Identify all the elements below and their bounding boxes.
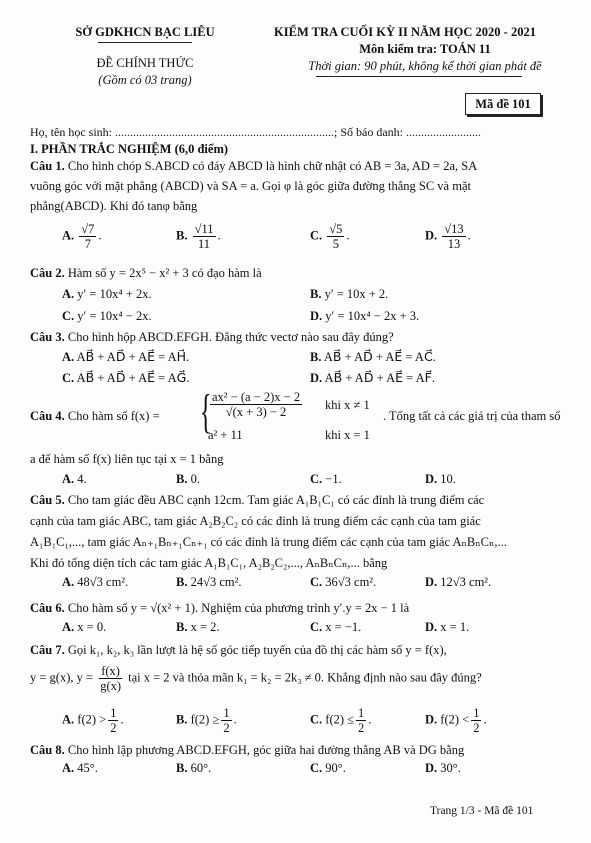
q6-option-c[interactable] — [310, 617, 361, 637]
q1-option-d[interactable]: D. $\frac{√13}{13}$ . — [425, 222, 471, 251]
q1-line2: vuông góc với mặt phẳng (ABCD) và SA = a. Gọi φ là góc giữa đường thẳng SC và mặt — [30, 179, 471, 193]
option-text: x = 1. — [440, 620, 470, 634]
header-left-underline — [98, 42, 192, 43]
fraction — [221, 706, 231, 735]
numerator: f(x) — [101, 664, 120, 678]
option-key: B. — [176, 620, 188, 634]
option-key: C. — [310, 472, 323, 486]
option-text: y′ = 10x⁴ − 2x + 3. — [325, 309, 420, 323]
q2-option-c[interactable] — [62, 306, 152, 326]
q7-line2 — [30, 664, 482, 693]
q5-line4: Khi đó tổng diện tích các tam giác A₁B₁C₁, A₂B₂C₂,..., AₙBₙCₙ,... bằng — [30, 556, 388, 570]
option-text: 48√3 cm². — [77, 575, 129, 589]
q1-option-c[interactable]: C. $\frac{√5}{5}$ . — [310, 222, 350, 251]
official-label: ĐỀ CHÍNH THỨC — [96, 56, 194, 70]
option-text: f(2) < — [440, 712, 470, 727]
q3-option-c[interactable] — [62, 368, 189, 388]
option-text: f(2) ≤ — [325, 712, 355, 727]
option-text: 10. — [440, 472, 456, 486]
q2-option-d[interactable] — [310, 306, 419, 326]
q7-option-d[interactable]: D. f(2) < $\frac{1}{2}$ . — [425, 706, 487, 735]
q2-text: Hàm số y = 2x⁵ − x² + 3 có đạo hàm là — [67, 266, 262, 280]
question-2 — [30, 263, 570, 283]
time-limit: Thời gian: 90 phút, không kể thời gian phát đề — [308, 59, 542, 73]
option-key: A. — [62, 712, 75, 727]
q7-line2b: tại x = 2 và thỏa mãn k₁ = k₂ = 2k₃ ≠ 0. Khẳng định nào sau đây đúng? — [128, 670, 482, 685]
q4-line2: a để hàm số f(x) liên tục tại x = 1 bằng — [30, 452, 224, 466]
q4-option-b[interactable] — [176, 469, 200, 489]
option-text: f(2) > — [77, 712, 107, 727]
piecewise-brace: { — [200, 385, 212, 438]
numerator: 1 — [473, 706, 480, 720]
fraction — [79, 222, 96, 251]
q8-option-d[interactable] — [425, 758, 461, 778]
q7-line2a: y = g(x), y = — [30, 670, 94, 685]
q8-label: Câu 8. — [30, 743, 65, 757]
exam-title: KIỂM TRA CUỐI KỲ II NĂM HỌC 2020 - 2021 — [274, 25, 536, 39]
fraction — [327, 222, 344, 251]
denominator: 13 — [447, 237, 461, 251]
department-name: SỞ GDKHCN BẠC LIÊU — [75, 25, 215, 39]
fraction — [108, 706, 118, 735]
fraction — [356, 706, 366, 735]
option-key: B. — [176, 712, 188, 727]
q5-line1: Cho tam giác đều ABC cạnh 12cm. Tam giác A₁B₁C₁ có các đỉnh là trung điểm các — [67, 493, 485, 507]
option-key: B. — [310, 287, 322, 301]
option-key: C. — [62, 309, 75, 323]
q4-case-1-cond: khi x ≠ 1 — [325, 398, 370, 412]
option-key: B. — [310, 350, 322, 364]
option-key: A. — [62, 472, 75, 486]
q5-option-d[interactable] — [425, 572, 491, 592]
q7-option-c[interactable]: C. f(2) ≤ $\frac{1}{2}$ . — [310, 706, 372, 735]
exam-code-box: Mã đề 101 — [465, 93, 541, 115]
q7-option-b[interactable]: B. f(2) ≥ $\frac{1}{2}$ . — [176, 706, 237, 735]
option-key: D. — [425, 575, 438, 589]
option-key: C. — [310, 712, 323, 727]
option-text: x = 0. — [77, 620, 107, 634]
option-text: x = 2. — [190, 620, 220, 634]
q6-label: Câu 6. — [30, 601, 65, 615]
option-text: AB⃗ + AD⃗ + AE⃗ = AC⃗. — [323, 350, 436, 364]
option-text: AB⃗ + AD⃗ + AE⃗ = AH⃗. — [76, 350, 190, 364]
q5-option-a[interactable] — [62, 572, 128, 592]
denominator: 2 — [223, 721, 230, 735]
q6-option-d[interactable] — [425, 617, 469, 637]
section-title: I. PHẦN TRẮC NGHIỆM (6,0 điểm) — [30, 142, 229, 156]
denominator: g(x) — [100, 679, 122, 693]
q2-option-a[interactable] — [62, 284, 152, 304]
denominator: 2 — [358, 721, 365, 735]
q1-line3: phẳng(ABCD). Khi đó tanφ bằng — [30, 199, 198, 213]
question-3 — [30, 327, 570, 347]
option-key: C. — [310, 761, 323, 775]
denominator: √(x + 3) − 2 — [225, 405, 287, 419]
option-text: y′ = 10x⁴ + 2x. — [77, 287, 152, 301]
q3-option-d[interactable] — [310, 368, 435, 388]
numerator: √5 — [329, 222, 343, 236]
numerator: √7 — [81, 222, 95, 236]
question-6 — [30, 598, 570, 618]
q5-option-b[interactable] — [176, 572, 241, 592]
question-1 — [30, 156, 570, 216]
numerator: 1 — [223, 706, 230, 720]
student-info-line: Họ, tên học sinh: .........................................................................; Số báo danh: ......................... — [30, 125, 481, 139]
q1-label: Câu 1. — [30, 159, 65, 173]
option-text: 12√3 cm². — [440, 575, 492, 589]
option-text: 60°. — [190, 761, 212, 775]
denominator: 2 — [110, 721, 117, 735]
option-key: A. — [62, 620, 75, 634]
option-key: A. — [62, 287, 75, 301]
option-text: 0. — [190, 472, 200, 486]
q6-option-b[interactable] — [176, 617, 220, 637]
option-text: 4. — [77, 472, 87, 486]
q4-case-2-cond: khi x = 1 — [325, 428, 370, 442]
header-right-underline — [316, 76, 522, 77]
q3-option-a[interactable] — [62, 347, 189, 367]
q4-option-c[interactable] — [310, 469, 342, 489]
q4-option-d[interactable] — [425, 469, 456, 489]
option-key: D. — [425, 761, 438, 775]
option-key: C. — [310, 575, 323, 589]
option-key: C. — [62, 371, 75, 385]
q4-case-2: a² + 11 — [208, 428, 243, 442]
q5-line3: A₁B₁C₁,..., tam giác Aₙ₊₁Bₙ₊₁Cₙ₊₁ có các đỉnh là trung điểm các cạnh của tam giác AₙBₙCₙ,... — [30, 535, 507, 549]
q2-label: Câu 2. — [30, 266, 65, 280]
q5-line2: cạnh của tam giác ABC, tam giác A₂B₂C₂ có các đỉnh là trung điểm các cạnh của tam giác — [30, 514, 481, 528]
option-text: y′ = 10x + 2. — [324, 287, 389, 301]
q1-line1: Cho hình chóp S.ABCD có đáy ABCD là hình chữ nhật có AB = 3a, AD = 2a, SA — [67, 159, 478, 173]
denominator: 5 — [332, 237, 339, 251]
option-text: AB⃗ + AD⃗ + AE⃗ = AG⃗. — [76, 371, 190, 385]
numerator: 1 — [358, 706, 365, 720]
q8-option-b[interactable] — [176, 758, 211, 778]
q3-label: Câu 3. — [30, 330, 65, 344]
numerator: √13 — [444, 222, 464, 236]
q3-option-b[interactable] — [310, 347, 436, 367]
pages-note: (Gồm có 03 trang) — [98, 73, 192, 87]
option-key: A. — [62, 761, 75, 775]
q5-option-c[interactable] — [310, 572, 376, 592]
denominator: 7 — [84, 237, 91, 251]
q1-option-a[interactable]: A. $\frac{√7}{7}$ . — [62, 222, 102, 251]
q4-case-1 — [208, 390, 304, 419]
option-key: C. — [310, 228, 323, 243]
q1-option-b[interactable]: B. $\frac{√11}{11}$ . — [176, 222, 221, 251]
option-key: D. — [425, 712, 438, 727]
numerator: ax² − (a − 2)x − 2 — [212, 390, 301, 404]
option-text: 24√3 cm². — [190, 575, 242, 589]
q8-option-c[interactable] — [310, 758, 346, 778]
option-text: AB⃗ + AD⃗ + AE⃗ = AF⃗. — [324, 371, 435, 385]
q7-line1 — [30, 640, 447, 660]
q7-label: Câu 7. — [30, 643, 65, 657]
option-key: B. — [176, 228, 188, 243]
q7-option-a[interactable]: A. f(2) > $\frac{1}{2}$ . — [62, 706, 124, 735]
header-left — [60, 24, 230, 89]
fraction — [98, 664, 123, 693]
option-key: B. — [176, 472, 188, 486]
fraction — [193, 222, 216, 251]
option-text: y′ = 10x⁴ − 2x. — [77, 309, 152, 323]
option-text: −1. — [325, 472, 342, 486]
option-key: D. — [310, 371, 323, 385]
denominator: 11 — [198, 237, 211, 251]
q5-label: Câu 5. — [30, 493, 65, 507]
option-key: B. — [176, 761, 188, 775]
option-key: A. — [62, 575, 75, 589]
subject: Môn kiểm tra: TOÁN 11 — [359, 42, 491, 56]
q4-option-a[interactable] — [62, 469, 87, 489]
option-key: D. — [310, 309, 323, 323]
option-text: f(2) ≥ — [190, 712, 220, 727]
option-text: 45°. — [77, 761, 98, 775]
q8-option-a[interactable] — [62, 758, 98, 778]
option-key: A. — [62, 350, 75, 364]
option-text: 30°. — [440, 761, 461, 775]
q2-option-b[interactable] — [310, 284, 388, 304]
denominator: 2 — [473, 721, 480, 735]
option-text: x = −1. — [325, 620, 362, 634]
numerator: √11 — [194, 222, 214, 236]
option-text: 90°. — [325, 761, 346, 775]
q8-text: Cho hình lập phương ABCD.EFGH, góc giữa hai đường thẳng AB và DG bằng — [67, 743, 465, 757]
option-key: A. — [62, 228, 75, 243]
q6-text: Cho hàm số y = √(x² + 1). Nghiệm của phương trình y′.y = 2x − 1 là — [67, 601, 410, 615]
option-key: C. — [310, 620, 323, 634]
fraction — [442, 222, 465, 251]
page-footer: Trang 1/3 - Mã đề 101 — [430, 805, 534, 817]
numerator: 1 — [110, 706, 117, 720]
q4-pre: Cho hàm số f(x) = — [67, 409, 160, 423]
q4-post: . Tổng tất cả các giá trị của tham số — [383, 409, 561, 423]
option-key: D. — [425, 472, 438, 486]
q3-text: Cho hình hộp ABCD.EFGH. Đẳng thức vectơ nào sau đây đúng? — [67, 330, 394, 344]
option-key: B. — [176, 575, 188, 589]
q4-label: Câu 4. — [30, 409, 65, 423]
option-key: D. — [425, 620, 438, 634]
fraction — [471, 706, 481, 735]
header-right — [250, 24, 560, 75]
option-text: 36√3 cm². — [325, 575, 377, 589]
question-5 — [30, 490, 570, 574]
question-8 — [30, 740, 570, 760]
case-1-fraction — [210, 390, 302, 419]
q6-option-a[interactable] — [62, 617, 106, 637]
option-key: D. — [425, 228, 438, 243]
q4-intro — [30, 406, 160, 426]
q7-line1-text: Gọi k₁, k₂, k₃ lần lượt là hệ số góc tiếp tuyến của đồ thị các hàm số y = f(x), — [67, 643, 447, 657]
